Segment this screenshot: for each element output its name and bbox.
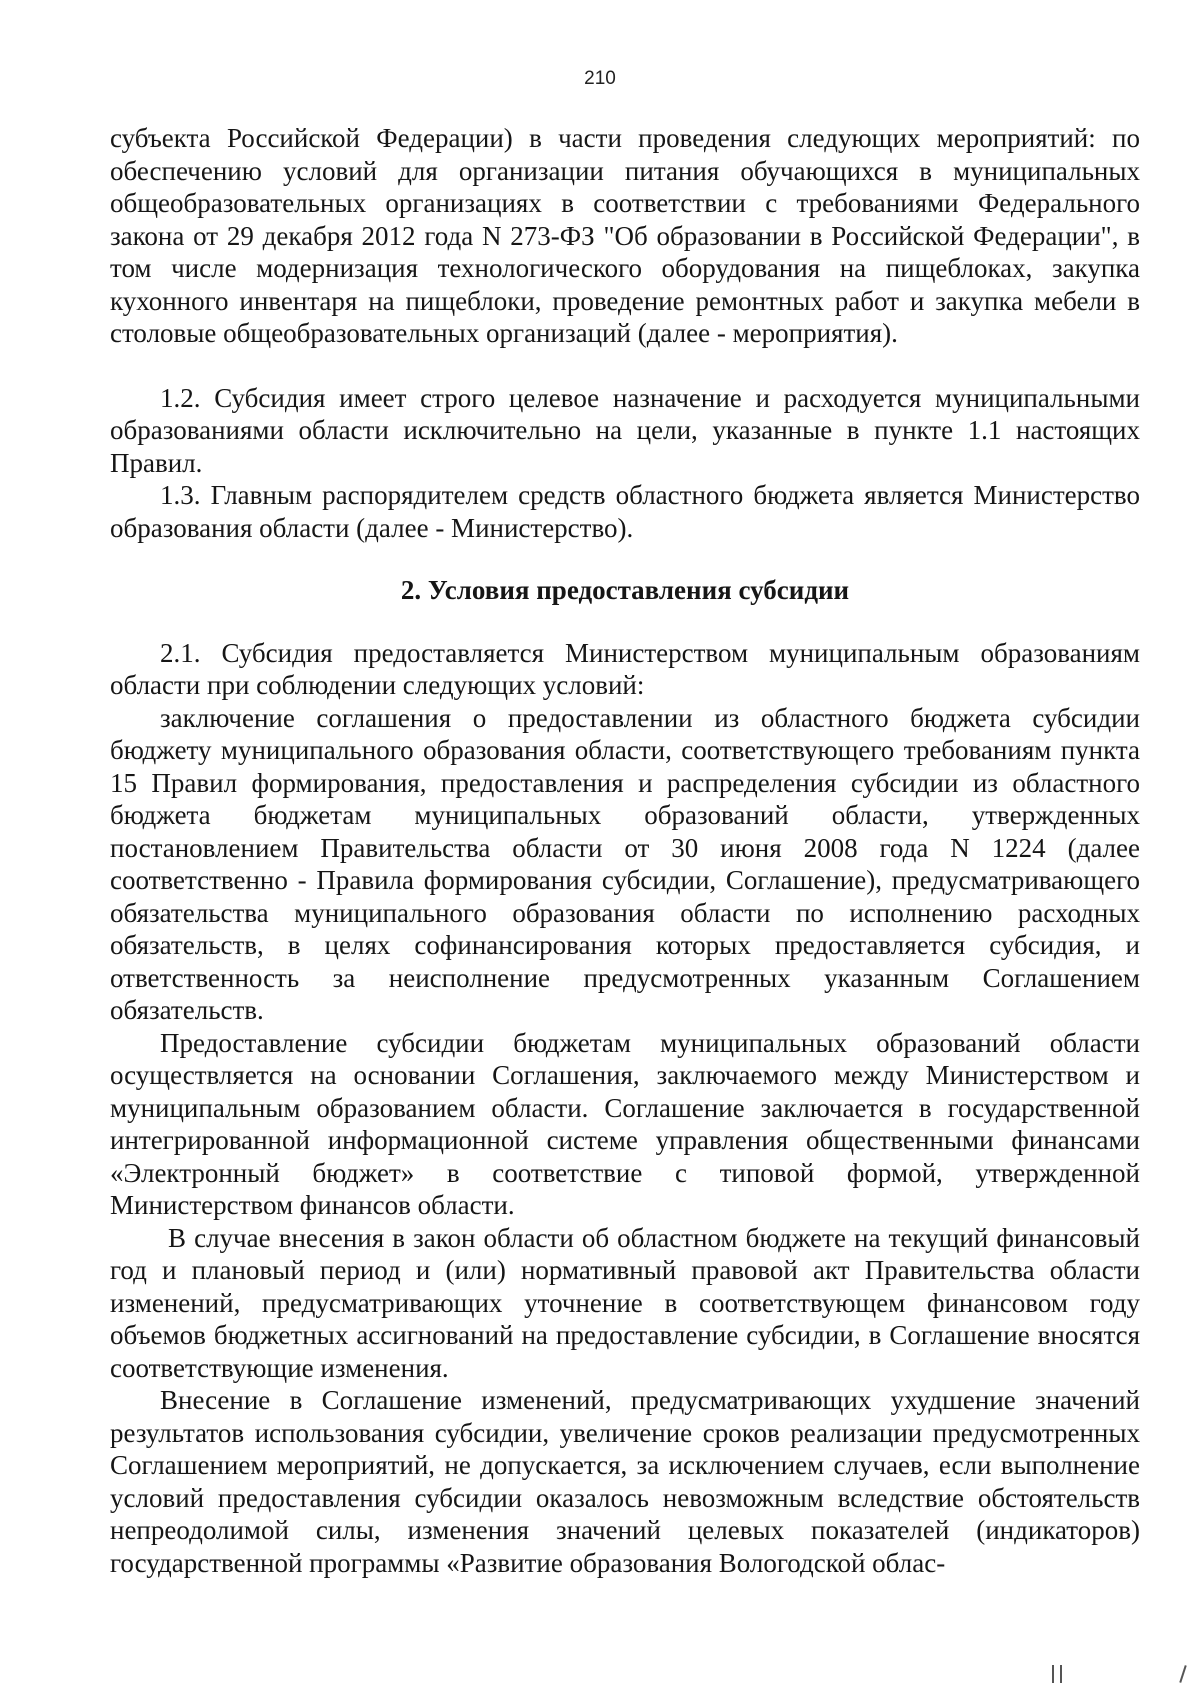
paragraph-changes: В случае внесения в закон области об областном бюджете на текущий финансовый год и плановый период и (или) нормативный правовой акт Правительства области изменений, предусматривающих уточнение в соответствующем финансовом году объемов бюджетных ассигнований на предоставление субсидии, в Соглашение вносятся соответствующие изменения. [110,1222,1140,1383]
paragraph-1-2: 1.2. Субсидия имеет строго целевое назначение и расходуется муниципальными образованиями области исключительно на цели, указанные в пункте 1.1 настоящих Правил. [110,382,1140,478]
paragraph-amendments: Внесение в Соглашение изменений, предусматривающих ухудшение значений результатов использования субсидии, увеличение сроков реализации предусмотренных Соглашением мероприятий, не допускается, за исключением случаев, если выполнение условий предоставления субсидии оказалось невозможным вследствие обстоятельств непреодолимой силы, изменения значений целевых показателей (индикаторов) государственной программы «Развитие образования Вологодской облас- [110,1385,1140,1578]
paragraph-provision: Предоставление субсидии бюджетам муниципальных образований области осуществляется на основании Соглашения, заключаемого между Министерством и муниципальным образованием области. Соглашение заключается в государственной интегрированной информационной системе управления общественными финансами «Электронный бюджет» в соответствие с типовой формой, утвержденной Министерством финансов области. [110,1027,1140,1220]
document-body [110,122,1140,1579]
paragraph-subject-measures: субъекта Российской Федерации) в части проведения следующих мероприятий: по обеспечению условий для организации питания обучающихся в муниципальных общеобразовательных организациях в соответствии с требованиями Федерального закона от 29 декабря 2012 года N 273-ФЗ "Об образовании в Российской Федерации", в том числе модернизация технологического оборудования на пищеблоках, закупка кухонного инвентаря на пищеблоки, проведение ремонтных работ и закупка мебели в столовые общеобразовательных организаций (далее - мероприятия). [110,123,1140,348]
paragraph-2-1-agreement: заключение соглашения о предоставлении из областного бюджета субсидии бюджету муниципального образования области, соответствующего требованиям пункта 15 Правил формирования, предоставления и распределения субсидии из областного бюджета бюджетам муниципальных образований области, утвержденных постановлением Правительства области от 30 июня 2008 года N 1224 (далее соответственно - Правила формирования субсидии, Соглашение), предусматривающего обязательства муниципального образования области по исполнению расходных обязательств, в целях софинансирования которых предоставляется субсидия, и ответственность за неисполнение предусмотренных указанным Соглашением обязательств. [110,702,1140,1025]
paragraph-2-1: 2.1. Субсидия предоставляется Министерством муниципальным образованиям области при соблюдении следующих условий: [110,637,1140,700]
scan-artifact-mark [1179,1665,1186,1683]
scan-artifact-mark [1060,1665,1062,1683]
section-2-title: 2. Условия предоставления субсидии [400,575,850,605]
page-number: 210 [584,68,616,89]
paragraph-1-3: 1.3. Главным распорядителем средств областного бюджета является Министерство образования области (далее - Министерство). [110,480,1140,543]
scan-artifact-mark [1052,1665,1054,1683]
